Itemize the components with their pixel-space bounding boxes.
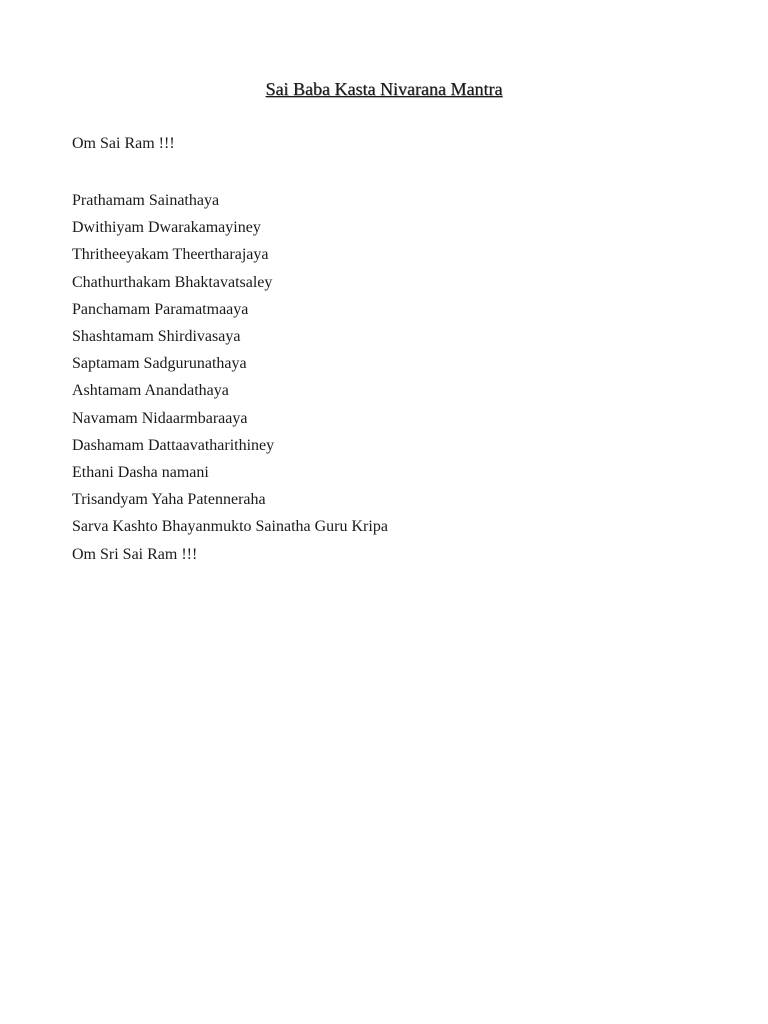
mantra-line: Dwithiyam Dwarakamayiney bbox=[72, 219, 261, 237]
mantra-line: Ethani Dasha namani bbox=[72, 464, 209, 482]
mantra-line: Ashtamam Anandathaya bbox=[72, 382, 229, 400]
greeting-line: Om Sai Ram !!! bbox=[72, 135, 175, 152]
mantra-line: Shashtamam Shirdivasaya bbox=[72, 328, 241, 346]
mantra-lines bbox=[72, 187, 388, 568]
mantra-line: Panchamam Paramatmaaya bbox=[72, 300, 249, 318]
mantra-line: Saptamam Sadgurunathaya bbox=[72, 355, 247, 373]
document-title: Sai Baba Kasta Nivarana Mantra bbox=[265, 79, 503, 99]
mantra-line: Chathurthakam Bhaktavatsaley bbox=[72, 273, 273, 291]
mantra-line: Sarva Kashto Bhayanmukto Sainatha Guru Kripa bbox=[72, 518, 388, 536]
mantra-line: Om Sri Sai Ram !!! bbox=[72, 545, 198, 563]
mantra-line: Thritheeyakam Theertharajaya bbox=[72, 246, 269, 264]
mantra-line: Dashamam Dattaavatharithiney bbox=[72, 436, 275, 454]
mantra-line: Prathamam Sainathaya bbox=[72, 192, 220, 209]
mantra-line: Trisandyam Yaha Patenneraha bbox=[72, 491, 266, 509]
mantra-line: Navamam Nidaarmbaraaya bbox=[72, 409, 248, 427]
